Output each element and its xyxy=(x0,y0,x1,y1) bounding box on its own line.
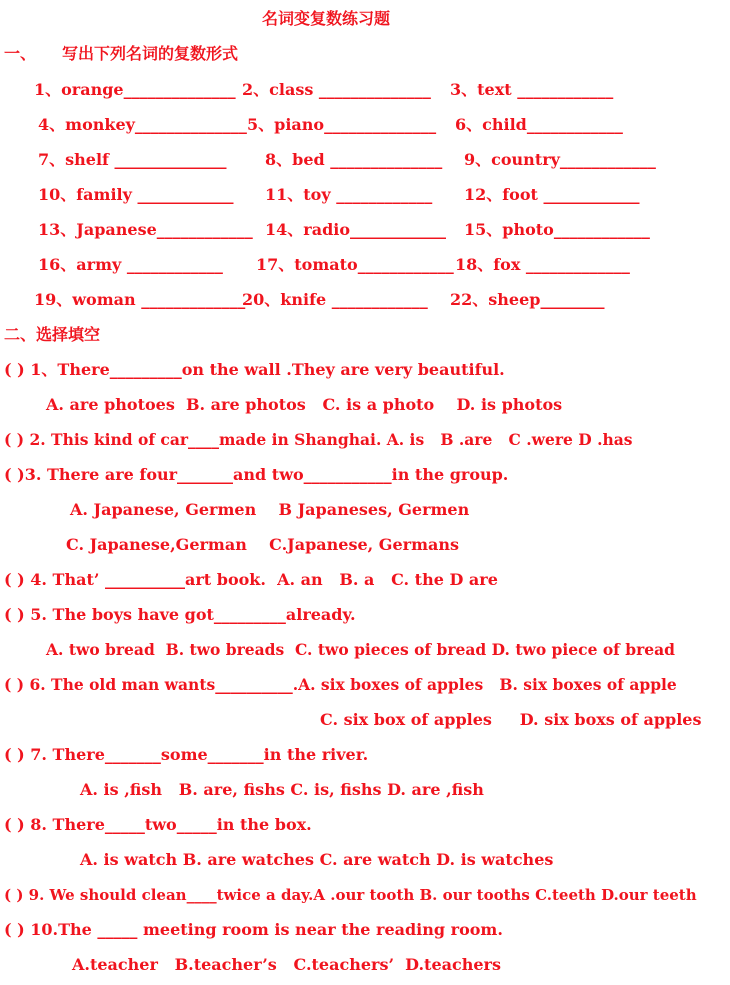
question-line: ( ) 9. We should clean____twice a day.A .our tooth B. our tooths C.teeth D.our teeth xyxy=(4,886,697,904)
question-line: ( ) 6. The old man wants__________.A. six boxes of apples B. six boxes of apple xyxy=(4,675,677,694)
exercise-item: 22、sheep________ xyxy=(450,290,605,309)
exercise-item: 12、foot ____________ xyxy=(464,185,640,204)
exercise-item: 19、woman _____________ xyxy=(34,290,246,309)
exercise-item: 1、orange______________ xyxy=(34,80,236,99)
exercise-item: 8、bed ______________ xyxy=(265,150,443,169)
exercise-item: 5、piano______________ xyxy=(247,115,437,134)
question-line: ( )3. There are four_______and two___________in the group. xyxy=(4,465,509,484)
exercise-item: 3、text ____________ xyxy=(450,80,614,99)
exercise-item: 10、family ____________ xyxy=(38,185,234,204)
question-line: ( ) 7. There_______some_______in the river. xyxy=(4,745,369,764)
question-line: ( ) 2. This kind of car____made in Shanghai. A. is B .are C .were D .has xyxy=(4,430,633,449)
exercise-item: 11、toy ____________ xyxy=(265,185,433,204)
question-options: C. Japanese,German C.Japanese, Germans xyxy=(66,535,460,554)
exercise-item: 4、monkey______________ xyxy=(38,115,247,134)
question-options: A. is ,fish B. are, fishs C. is, fishs D. are ,fish xyxy=(80,780,484,799)
exercise-item: 13、Japanese____________ xyxy=(38,220,253,239)
question-options: A. two bread B. two breads C. two pieces of bread D. two piece of bread xyxy=(46,640,675,659)
section2-heading: 二、选择填空 xyxy=(4,325,101,344)
exercise-item: 2、class ______________ xyxy=(242,80,431,99)
exercise-item: 15、photo____________ xyxy=(464,220,650,239)
question-options: A. are photoes B. are photos C. is a photo D. is photos xyxy=(46,395,563,414)
question-line: ( ) 5. The boys have got_________already. xyxy=(4,605,356,624)
question-line: ( ) 10.The _____ meeting room is near the reading room. xyxy=(4,920,503,939)
question-options: A. is watch B. are watches C. are watch D. is watches xyxy=(80,850,554,869)
exercise-item: 20、knife ____________ xyxy=(242,290,428,309)
question-line: ( ) 8. There_____two_____in the box. xyxy=(4,815,312,834)
exercise-item: 7、shelf ______________ xyxy=(38,150,227,169)
question-line: ( ) 1、There_________on the wall .They are very beautiful. xyxy=(4,360,505,379)
page-title: 名词变复数练习题 xyxy=(262,9,391,28)
exercise-item: 9、country____________ xyxy=(464,150,656,169)
exercise-item: 6、child____________ xyxy=(455,115,623,134)
question-line: ( ) 4. That’ __________art book. A. an B. a C. the D are xyxy=(4,570,498,589)
question-options: A.teacher B.teacher’s C.teachers’ D.teachers xyxy=(72,955,501,974)
section1-heading: 写出下列名词的复数形式 xyxy=(62,44,239,63)
question-options: C. six box of apples D. six boxs of apples xyxy=(320,710,702,729)
section1-heading-number: 一、 xyxy=(4,44,37,63)
exercise-item: 17、tomato____________ xyxy=(256,255,454,274)
exercise-item: 18、fox _____________ xyxy=(455,255,630,274)
question-options: A. Japanese, Germen B Japaneses, Germen xyxy=(70,500,470,519)
exercise-item: 16、army ____________ xyxy=(38,255,223,274)
exercise-item: 14、radio____________ xyxy=(265,220,447,239)
